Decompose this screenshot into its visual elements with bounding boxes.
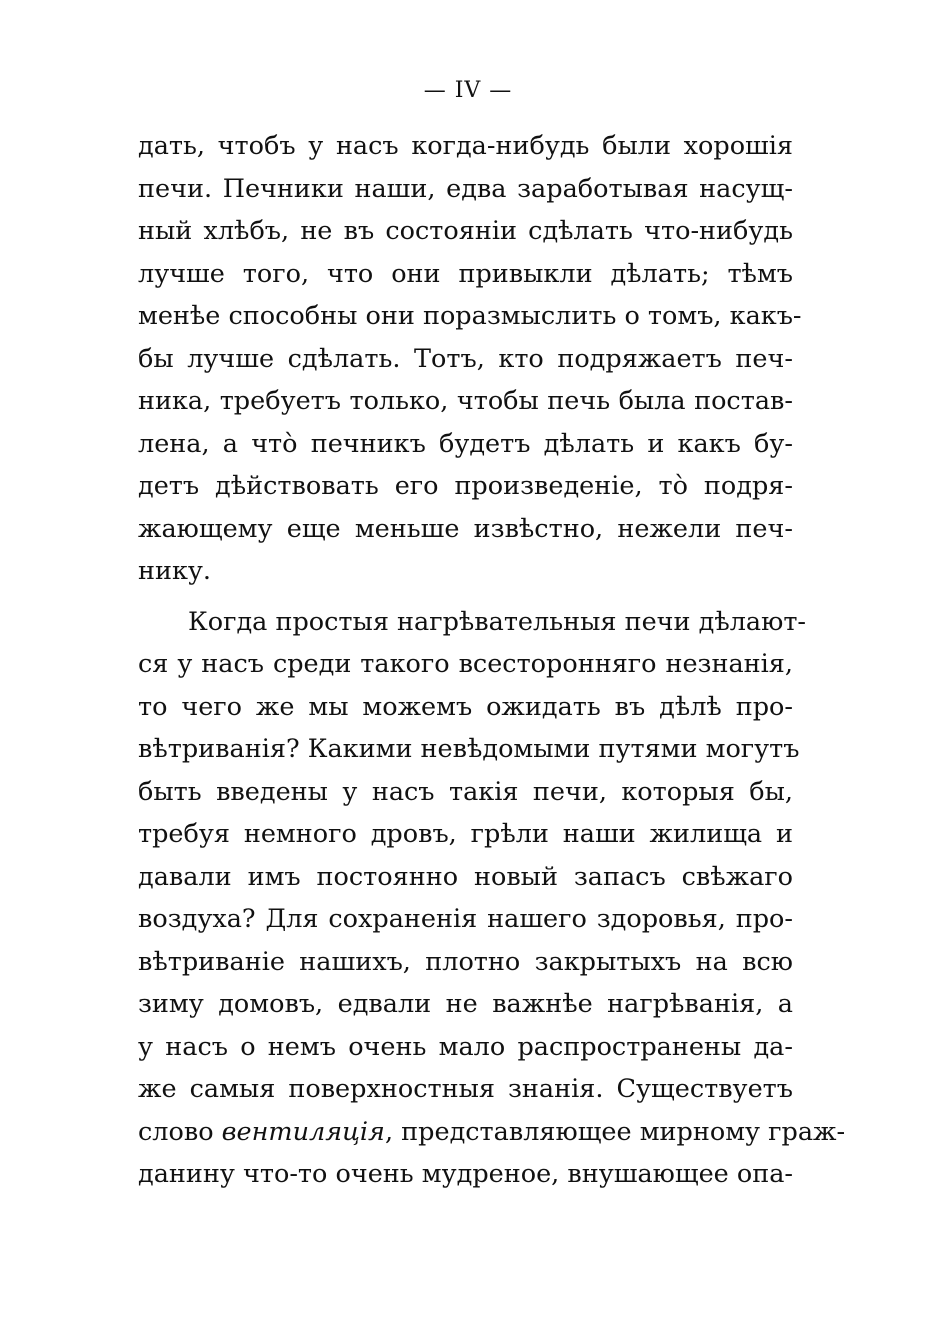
text-segment: , представляющее мирному граж- — [384, 1116, 846, 1147]
text-line: то чего же мы можемъ ожидать въ дѣлѣ про- — [138, 691, 793, 722]
text-line: ника, требуетъ только, чтобы печь была постав- — [138, 386, 793, 416]
text-line: у насъ о немъ очень мало распространены да- — [138, 1031, 793, 1062]
text-line: менѣе способны они поразмыслить о томъ, какъ- — [138, 301, 802, 331]
text-line: ся у насъ среди такого всесторонняго незнанія, — [138, 649, 793, 679]
text-line: дать, чтобъ у насъ когда-нибудь были хорошія — [138, 131, 793, 161]
page-number: — IV — — [423, 78, 513, 103]
paragraph-gap — [138, 593, 793, 601]
text-line: лена, а что̀ печникъ будетъ дѣлать и какъ бу- — [138, 428, 793, 459]
text-line — [138, 1111, 846, 1154]
text-line: быть введены у насъ такія печи, которыя бы, — [138, 776, 793, 807]
text-line: зиму домовъ, едвали не важнѣе нагрѣванія, а — [138, 989, 793, 1019]
text-segment: слово — [138, 1116, 222, 1147]
text-line: же самыя поверхностныя знанія. Существуетъ — [138, 1074, 793, 1104]
text-line: данину что-то очень мудреное, внушающее опа- — [138, 1159, 794, 1189]
text-line: вѣтриваніе нашихъ, плотно закрытыхъ на всю — [138, 946, 793, 977]
text-line: требуя немного дровъ, грѣли наши жилища и — [138, 819, 793, 849]
text-line: печи. Печники наши, едва заработывая насущ- — [138, 173, 793, 204]
italic-term: вентиляція — [221, 1116, 385, 1147]
text-line: ный хлѣбъ, не въ состояніи сдѣлать что-нибудь — [138, 216, 793, 246]
text-line: жающему еще меньше извѣстно, нежели печ- — [138, 513, 793, 544]
paragraph-1 — [138, 125, 802, 593]
text-line: вѣтриванія? Какими невѣдомыми путями могутъ — [138, 734, 800, 764]
text-line: бы лучше сдѣлать. Тотъ, кто подряжаетъ печ- — [138, 343, 793, 374]
text-line: детъ дѣйствовать его произведеніе, то̀ подря- — [138, 471, 793, 501]
text-line: лучше того, что они привыкли дѣлать; тѣмъ — [138, 258, 793, 289]
text-line: давали имъ постоянно новый запасъ свѣжаго — [138, 861, 793, 892]
text-line: Когда простыя нагрѣвательныя печи дѣлают- — [188, 606, 807, 637]
text-line: нику. — [138, 556, 212, 586]
paragraph-2 — [138, 601, 846, 1196]
text-body — [138, 125, 846, 1196]
text-line: воздуха? Для сохраненія нашего здоровья, про- — [138, 904, 793, 934]
